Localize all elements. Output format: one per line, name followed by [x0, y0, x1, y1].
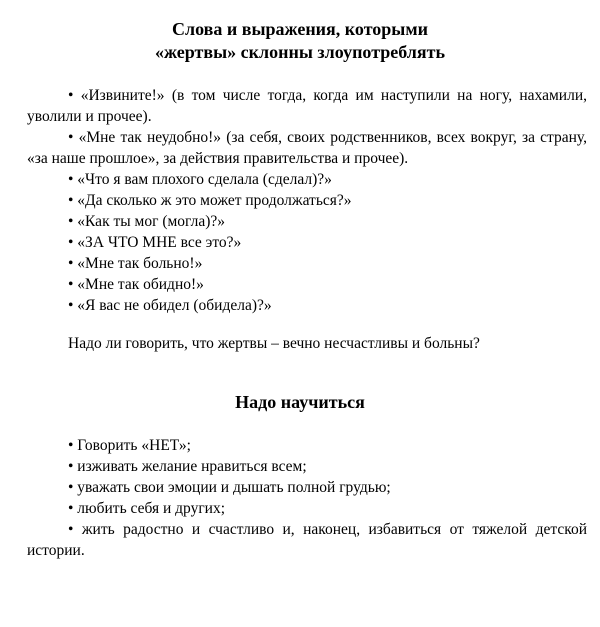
section1-title-line2: «жертвы» склонны злоупотреблять: [154, 42, 446, 62]
list-item: • «Да сколько ж это может продолжаться?»: [68, 192, 352, 209]
list-item: • уважать свои эмоции и дышать полной грудью;: [68, 479, 391, 496]
list-item: • жить радостно и счастливо и, наконец, избавиться от тяжелой детской истории.: [27, 521, 587, 559]
section1-list: [27, 85, 587, 316]
list-item: • «Мне так неудобно!» (за себя, своих родственников, всех вокруг, за страну, «за наше прошлое», за действия правительства и прочее).: [27, 129, 587, 167]
section1-title-line1: Слова и выражения, которыми: [171, 19, 428, 39]
list-item: • любить себя и других;: [68, 500, 226, 517]
list-item: • «ЗА ЧТО МНЕ все это?»: [68, 234, 242, 251]
section2-title: Надо научиться: [235, 392, 365, 412]
list-item: • Говорить «НЕТ»;: [68, 437, 191, 454]
list-item: • изживать желание нравиться всем;: [68, 458, 307, 475]
conclusion-text: Надо ли говорить, что жертвы – вечно несчастливы и больны?: [68, 335, 480, 352]
list-item: • «Что я вам плохого сделала (сделал)?»: [68, 171, 332, 188]
list-item: • «Мне так больно!»: [68, 255, 203, 272]
list-item: • «Я вас не обидел (обидела)?»: [68, 297, 272, 314]
section1-title: [0, 18, 600, 64]
section1-conclusion-block: [27, 333, 587, 354]
list-item: • «Мне так обидно!»: [68, 276, 204, 293]
section2-list: [27, 435, 587, 561]
list-item: • «Извините!» (в том числе тогда, когда им наступили на ногу, нахамили, уволили и прочее).: [27, 87, 587, 125]
list-item: • «Как ты мог (могла)?»: [68, 213, 226, 230]
